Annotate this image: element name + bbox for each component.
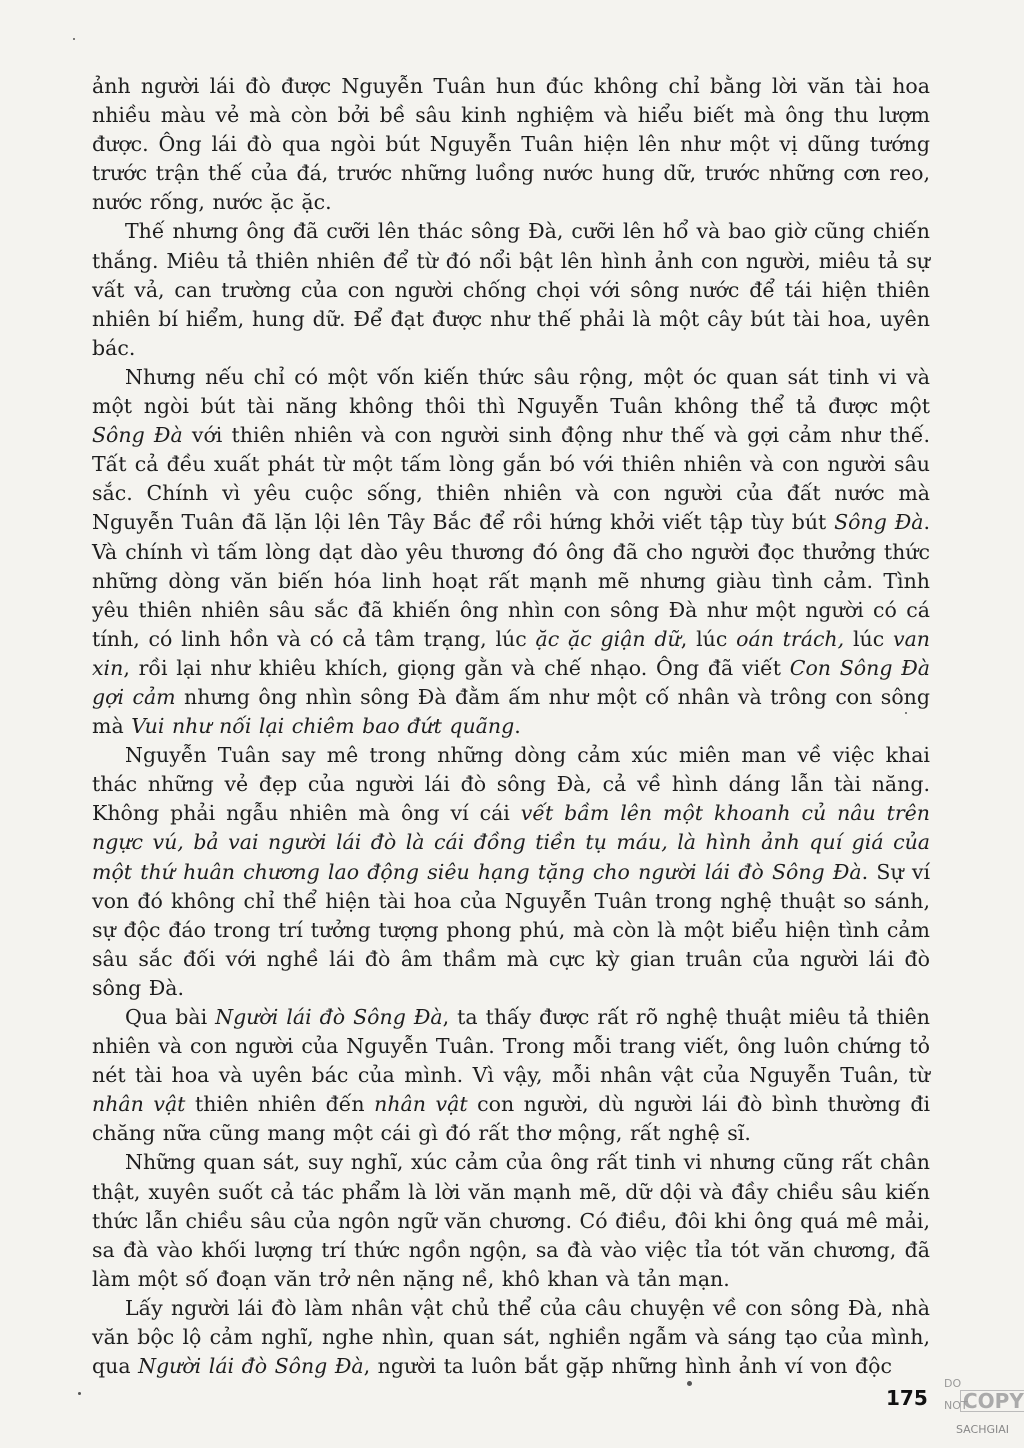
watermark-text: COPY [960, 1390, 1024, 1412]
body-text: ảnh người lái đò được Nguyễn Tuân hun đúc không chỉ bằng lời văn tài hoa nhiều màu vẻ mà còn bởi bề sâu kinh nghiệm và hiểu biết mà ông thu lượm được. Ông lái đò qua ngòi bút Nguyễn Tuân hiện lên như một vị dũng tướng trước trận thế của đá, trước những luồng nước hung dữ, trước những cơn reo, nước rống, nước ặc ặc. [92, 74, 930, 215]
body-text: lúc [844, 626, 893, 651]
italic-text: nhân vật [92, 1092, 186, 1117]
scan-speck [687, 1381, 692, 1386]
body-text: Những quan sát, suy nghĩ, xúc cảm của ông rất tinh vi nhưng cũng rất chân thật, xuyên suốt cả tác phẩm là lời văn mạnh mẽ, dữ dội và đầy chiều sâu kiến thức lẫn chiều sâu của ngôn ngữ văn chương. Có điều, đôi khi ông quá mê mải, sa đà vào khối lượng trí thức ngồn ngộn, sa đà vào việc tỉa tót văn chương, đã làm một số đoạn văn trở nên nặng nề, khô khan và tản mạn. [92, 1150, 930, 1291]
paragraph-6 [92, 1148, 930, 1293]
paragraph-4 [92, 741, 930, 1003]
body-text: Nguyễn Tuân say mê trong những dòng cảm xúc miên man về việc khai thác những vẻ đẹp của người lái đò sông Đà, cả về hình dáng lẫn tài năng. Không phải ngẫu nhiên mà ông ví cái [92, 743, 930, 826]
body-text: Qua bài [125, 1005, 216, 1029]
body-text: , người ta luôn bắt gặp những hình ảnh ví von độc [363, 1354, 892, 1379]
paragraph-5 [92, 1003, 930, 1148]
paragraph-1 [92, 72, 930, 217]
body-text: con người, dù người lái đò bình thường đi chăng nữa cũng mang một cái gì đó rất thơ mộng, rất nghệ sĩ. [92, 1092, 931, 1146]
body-text: với thiên nhiên và con người sinh động như thế và gợi cảm như thế. Tất cả đều xuất phát từ một tấm lòng gắn bó với thiên nhiên và con người sâu sắc. Chính vì yêu cuộc sống, thiên nhiên và con người của đất nước mà Nguyễn Tuân đã lặn lội lên Tây Bắc để rồi hứng khởi viết tập tùy bút [92, 423, 930, 535]
body-text: nhưng ông nhìn sông Đà đằm ấm như một cố nhân và trông con sông mà [92, 684, 930, 739]
italic-text: ặc ặc giận dữ [535, 626, 681, 651]
body-text: , lúc [680, 626, 737, 651]
body-text: Nhưng nếu chỉ có một vốn kiến thức sâu rộng, một óc quan sát tinh vi và một ngòi bút tài năng không thôi thì Nguyễn Tuân không thể tả được một [92, 364, 930, 419]
body-text: Thế nhưng ông đã cưỡi lên thác sông Đà, cưỡi lên hổ và bao giờ cũng chiến thắng. Miêu tả thiên nhiên để từ đó nổi bật lên hình ảnh con người, miêu tả sự vất vả, can trường của con người chống chọi với sông nước để tái hiện thiên nhiên bí hiểm, hung dữ. Để đạt được như thế phải là một cây bút tài hoa, uyên bác. [92, 219, 930, 360]
watermark-text: DO [944, 1377, 962, 1390]
paragraph-2 [92, 217, 930, 362]
page-number: 175 [886, 1386, 928, 1410]
italic-text: Sông Đà [834, 510, 924, 535]
watermark-text: NOT [944, 1399, 968, 1412]
italic-text: nhân vật [374, 1092, 468, 1117]
italic-text: Người lái đò Sông Đà [138, 1354, 364, 1379]
body-text: Lấy người lái đò làm nhân vật chủ thể của câu chuyện về con sông Đà, nhà văn bộc lộ cảm nghĩ, nghe nhìn, quan sát, nghiền ngẫm và sáng tạo của mình, qua [92, 1295, 930, 1379]
scan-speck [73, 38, 75, 40]
body-text: thiên nhiên đến [185, 1092, 375, 1117]
scan-speck [78, 1392, 81, 1395]
body-text: , rồi lại như khiêu khích, giọng gằn và chế nhạo. Ông đã viết [123, 655, 790, 680]
italic-text: van xin [92, 626, 931, 680]
italic-text: Người lái đò Sông Đà [215, 1005, 443, 1029]
body-text: . [514, 714, 521, 739]
italic-text: Vui như nối lại chiêm bao đứt quãng [131, 714, 515, 739]
italic-text: vết bầm lên một khoanh củ nâu trên ngực vú, bả vai người lái đò là cái đồng tiền tụ máu, là hình ảnh quí giá của một thứ huân chương lao động siêu hạng tặng cho người lái đò Sông Đà [92, 801, 930, 884]
body-text: . Sự ví von đó không chỉ thể hiện tài hoa của Nguyễn Tuân trong nghệ thuật so sánh, sự độc đáo trong trí tưởng tượng phong phú, mà còn là một biểu hiện tình cảm sâu sắc đối với nghề lái đò âm thầm mà cực kỳ gian truân của người lái đò sông Đà. [92, 859, 931, 1000]
italic-text: Con Sông Đà gợi cảm [92, 655, 930, 709]
watermark-text: SACHGIAI [956, 1423, 1010, 1436]
italic-text: Sông Đà [92, 423, 183, 448]
watermark-logo [942, 1376, 1022, 1442]
scan-speck [905, 712, 907, 714]
paragraph-7 [92, 1294, 930, 1381]
page-body [92, 72, 930, 1381]
body-text: . Và chính vì tấm lòng dạt dào yêu thương đó ông đã cho người đọc thưởng thức những dòng văn biến hóa linh hoạt rất mạnh mẽ nhưng giàu tình cảm. Tình yêu thiên nhiên sâu sắc đã khiến ông nhìn con sông Đà như một người có cá tính, có linh hồn và có cả tâm trạng, lúc [92, 510, 930, 651]
italic-text: oán trách, [736, 626, 845, 651]
paragraph-3 [92, 363, 930, 741]
body-text: , ta thấy được rất rõ nghệ thuật miêu tả thiên nhiên và con người của Nguyễn Tuân. Trong mỗi trang viết, ông luôn chứng tỏ nét tài hoa và uyên bác của mình. Vì vậy, mỗi nhân vật của Nguyễn Tuân, từ [92, 1005, 930, 1088]
